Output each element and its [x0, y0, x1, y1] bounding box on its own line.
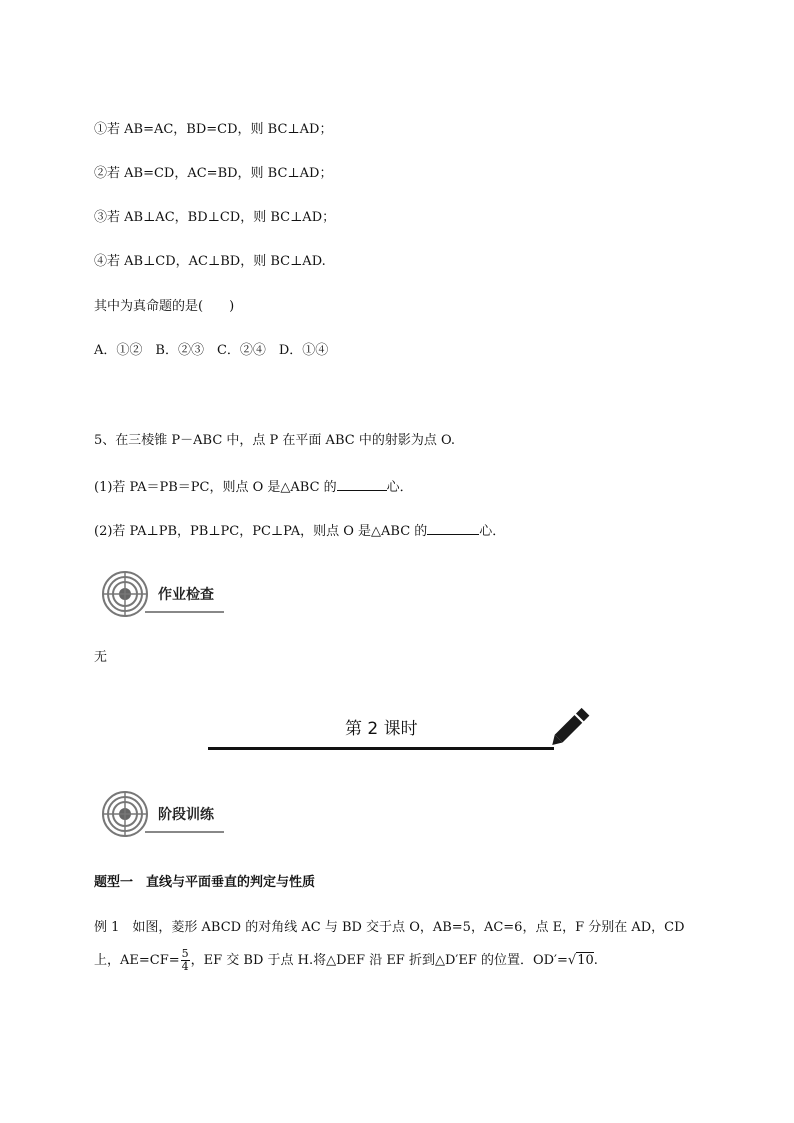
statement-4: ④若 AB⊥CD，AC⊥BD，则 BC⊥AD. [94, 254, 326, 269]
lesson-banner [208, 700, 598, 760]
example-1-line-2 [94, 948, 598, 973]
answer-blank-1[interactable] [337, 478, 387, 491]
pencil-icon [544, 700, 598, 754]
statement-1: ①若 AB=AC，BD=CD，则 BC⊥AD； [94, 122, 333, 137]
homework-check-title: 作业检查 [158, 587, 214, 603]
stage-training-heading [100, 789, 226, 839]
example-1-line-2-end: . [593, 953, 598, 968]
problem-5-part-1 [94, 478, 413, 496]
part-2-suffix: 心． [479, 524, 506, 539]
part-2-prefix: (2)若 PA⊥PB，PB⊥PC，PC⊥PA，则点 O 是△ABC 的 [94, 524, 428, 539]
statement-3: ③若 AB⊥AC，BD⊥CD，则 BC⊥AD； [94, 210, 336, 225]
problem-5-stem: 5、在三棱锥 P－ABC 中，点 P 在平面 ABC 中的射影为点 O. [94, 433, 455, 448]
answer-blank-2[interactable] [427, 522, 479, 535]
homework-check-heading [100, 569, 226, 619]
question-prompt: 其中为真命题的是( ) [94, 299, 235, 314]
fraction-denominator: 4 [181, 960, 189, 973]
lesson-title: 第 2 课时 [345, 719, 418, 739]
example-1-line-2-prefix: 上，AE=CF= [94, 953, 180, 968]
sqrt-value: 10 [577, 953, 594, 968]
problem-5-part-2 [94, 522, 505, 540]
fraction [181, 948, 190, 973]
example-1-line-1: 例 1 如图，菱形 ABCD 的对角线 AC 与 BD 交于点 O，AB=5，AC=6，点 E，F 分别在 AD，CD [94, 920, 685, 935]
topic-1-title: 题型一 直线与平面垂直的判定与性质 [94, 875, 316, 890]
homework-check-content: 无 [94, 650, 108, 665]
sqrt-sign: √ [567, 953, 577, 968]
statement-2: ②若 AB=CD，AC=BD，则 BC⊥AD； [94, 166, 333, 181]
part-1-suffix: 心． [386, 480, 413, 495]
answer-options: A．①② B．②③ C．②④ D．①④ [94, 343, 329, 358]
fraction-numerator: 5 [181, 947, 189, 960]
example-1-line-2-middle: ，EF 交 BD 于点 H.将△DEF 沿 EF 折到△D′EF 的位置．OD′= [190, 953, 568, 968]
part-1-prefix: (1)若 PA＝PB＝PC，则点 O 是△ABC 的 [94, 480, 337, 495]
stage-training-title: 阶段训练 [158, 807, 214, 823]
lesson-divider [208, 747, 554, 750]
